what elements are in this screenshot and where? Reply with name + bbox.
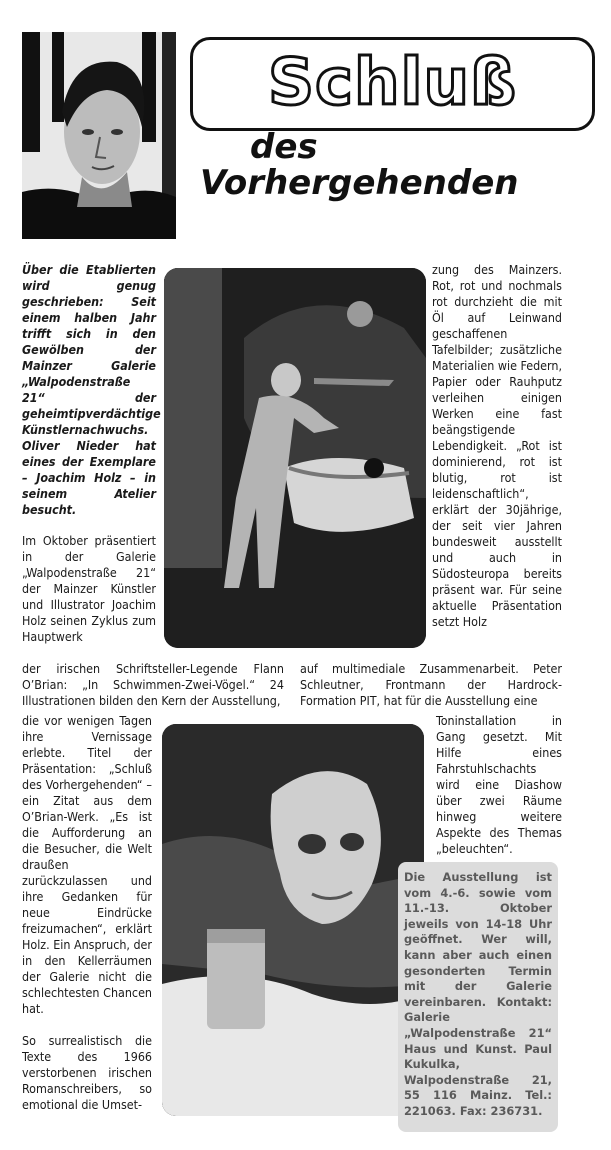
headline-subtitle-1: des <box>250 127 318 167</box>
body-wide-1: der irischen Schriftsteller-Legende Flann O’Brian: „In Schwimmen-Zwei-Vögel.“ 24 Illustrationen bilden den Kern der Ausstellung, <box>22 661 284 708</box>
body-right-1: zung des Mainzers. Rot, rot und nochmals rot durchzieht die mit Öl auf Leinwand geschaffenen Tafelbilder; zusätzliche Materialien wie Federn, Papier oder Rauhputz verleihen einigen Werken eine fast beängstigende Lebendigkeit. „Rot ist dominierend, rot ist blutig, rot ist leidenschaftlich“, erklärt der 30jährige, der seit vier Jahren bundesweit ausstellt und auch in Südosteuropa bereits präsent war. Für seine aktuelle Präsentation setzt Holz <box>432 262 562 629</box>
info-box-text: Die Ausstellung ist vom 4.-6. sowie vom 11.-13. Oktober jeweils von 14-18 Uhr geöffnet. Wer will, kann aber auch einen gesonderten Termin mit der Galerie vereinbaren. Kontakt: Galerie „Walpodenstraße 21“ Haus und Kunst. Paul Kukulka, Walpodenstraße 21, 55 116 Mainz. Tel.: 221063. Fax: 236731. <box>404 870 552 1118</box>
headline-title: Schluß <box>267 46 518 120</box>
body-left-2: die vor wenigen Tagen ihre Vernissage erlebte. Titel der Präsentation: „Schluß des Vorhergehenden“ – ein Zitat aus dem O’Brian-Werk. „Es ist die Aufforderung an die Besucher, die Welt draußen zurückzulassen und ihre Gedanken für neue Eindrücke freizumachen“, erklärt Holz. Ein Anspruch, der in den Kellerräumen der Galerie nicht die schlechtesten Chancen hat. <box>22 713 152 1016</box>
body-wide-2: auf multimediale Zusammenarbeit. Peter Schleutner, Frontmann der Hardrock-Formation PIT, hat für die Ausstellung eine <box>300 661 562 708</box>
info-box <box>398 862 558 1132</box>
body-right-2: Toninstallation in Gang gesetzt. Mit Hilfe eines Fahrstuhlschachts wird eine Diashow über zwei Räume hinweg weitere Aspekte des Themas „beleuchten“. <box>436 713 562 856</box>
body-left-3: So surrealistisch die Texte des 1966 verstorbenen irischen Romanschreibers, so emotional die Umset- <box>22 1033 152 1112</box>
body-left-1: Im Oktober präsentiert in der Galerie „Walpodenstraße 21“ der Mainzer Künstler und Illustrator Joachim Holz seinen Zyklus zum Hauptwerk <box>22 533 156 644</box>
painting-head-image <box>162 724 424 1116</box>
portrait-photo <box>22 32 176 239</box>
painting-figure-image <box>164 268 426 648</box>
intro-text: Über die Etablierten wird genug geschrieben: Seit einem halben Jahr trifft sich in den Gewölben der Mainzer Galerie „Walpodenstraße 21“ der geheimtipverdächtige Künstlernachwuchs. Oliver Nieder hat eines der Exemplare – Joachim Holz – in seinem Atelier besucht. <box>22 262 161 517</box>
headline-subtitle-2: Vorhergehenden <box>200 163 519 203</box>
